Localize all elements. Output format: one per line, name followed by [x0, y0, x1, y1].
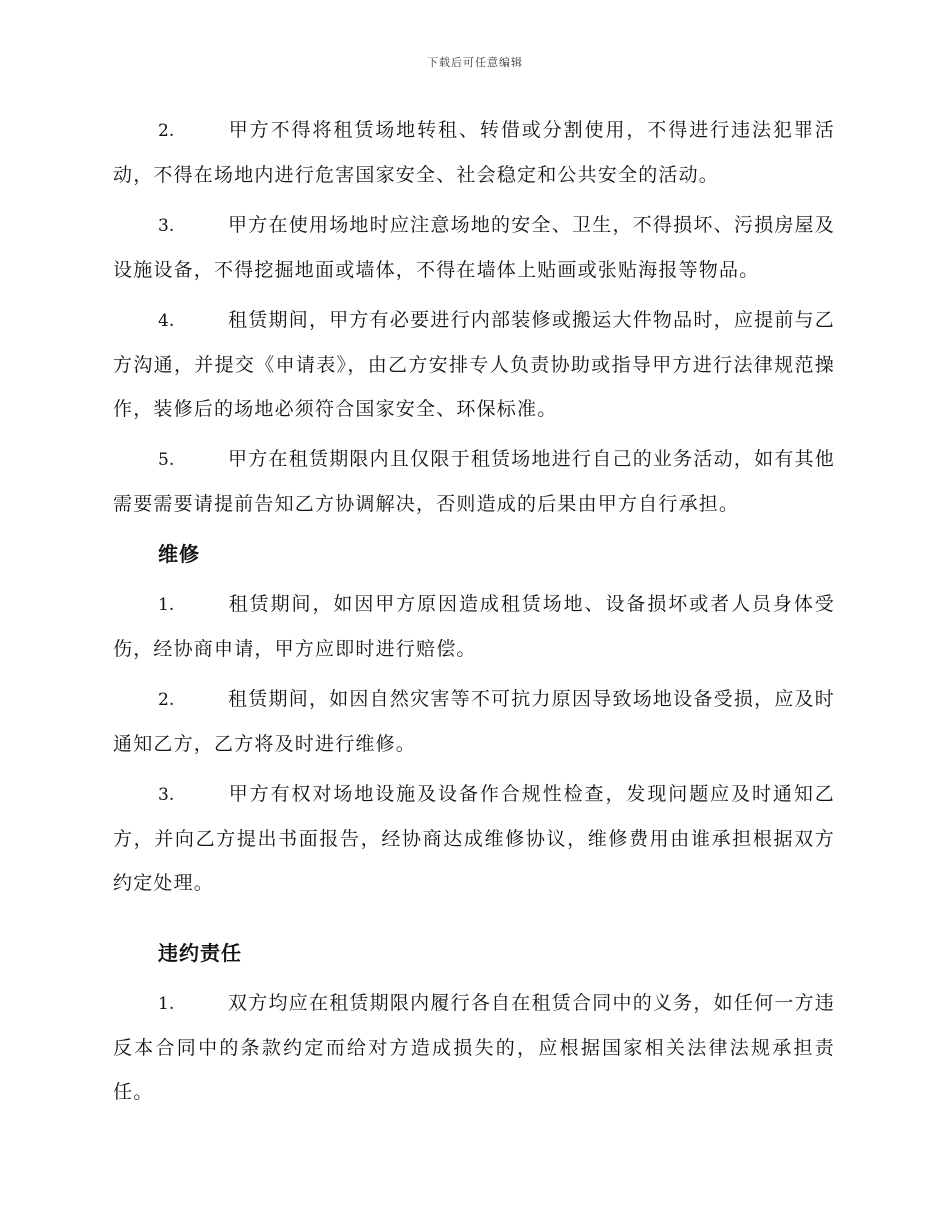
clause-paragraph	[113, 772, 835, 905]
clause-number: 4.	[158, 311, 175, 331]
document-body	[113, 108, 835, 1120]
clause-number: 3.	[158, 216, 175, 236]
clause-paragraph	[113, 677, 835, 766]
clause-number: 1.	[158, 595, 175, 615]
clause-text: 甲方在使用场地时应注意场地的安全、卫生，不得损坏、污损房屋及设施设备，不得挖掘地面或墙体，不得在墙体上贴画或张贴海报等物品。	[113, 214, 835, 281]
clause-text: 租赁期间，甲方有必要进行内部装修或搬运大件物品时，应提前与乙方沟通，并提交《申请表》，由乙方安排专人负责协助或指导甲方进行法律规范操作，装修后的场地必须符合国家安全、环保标准。	[113, 309, 835, 420]
clause-text: 甲方在租赁期限内且仅限于租赁场地进行自己的业务活动，如有其他需要需要请提前告知乙方协调解决，否则造成的后果由甲方自行承担。	[113, 448, 835, 515]
clause-paragraph	[113, 981, 835, 1114]
clause-text: 租赁期间，如因甲方原因造成租赁场地、设备损坏或者人员身体受伤，经协商申请，甲方应即时进行赔偿。	[113, 593, 835, 660]
clause-paragraph	[113, 203, 835, 292]
clause-text: 租赁期间，如因自然灾害等不可抗力原因导致场地设备受损，应及时通知乙方，乙方将及时进行维修。	[113, 688, 835, 755]
clause-text: 双方均应在租赁期限内履行各自在租赁合同中的义务，如任何一方违反本合同中的条款约定而给对方造成损失的，应根据国家相关法律法规承担责任。	[113, 992, 835, 1103]
clause-number: 1.	[158, 994, 175, 1014]
clause-number: 5.	[158, 450, 175, 470]
clause-paragraph	[113, 108, 835, 197]
clause-paragraph	[113, 298, 835, 431]
clause-number: 2.	[158, 121, 175, 141]
clause-paragraph	[113, 582, 835, 671]
clause-text: 甲方不得将租赁场地转租、转借或分割使用，不得进行违法犯罪活动，不得在场地内进行危害国家安全、社会稳定和公共安全的活动。	[113, 119, 835, 186]
clause-paragraph	[113, 437, 835, 526]
clause-number: 3.	[158, 785, 175, 805]
clause-text: 甲方有权对场地设施及设备作合规性检查，发现问题应及时通知乙方，并向乙方提出书面报告，经协商达成维修协议，维修费用由谁承担根据双方约定处理。	[113, 783, 835, 894]
page-header: 下载后可任意编辑	[427, 56, 523, 69]
section-heading-repair: 维修	[158, 542, 200, 566]
section-heading-liability: 违约责任	[158, 941, 242, 965]
clause-number: 2.	[158, 690, 175, 710]
